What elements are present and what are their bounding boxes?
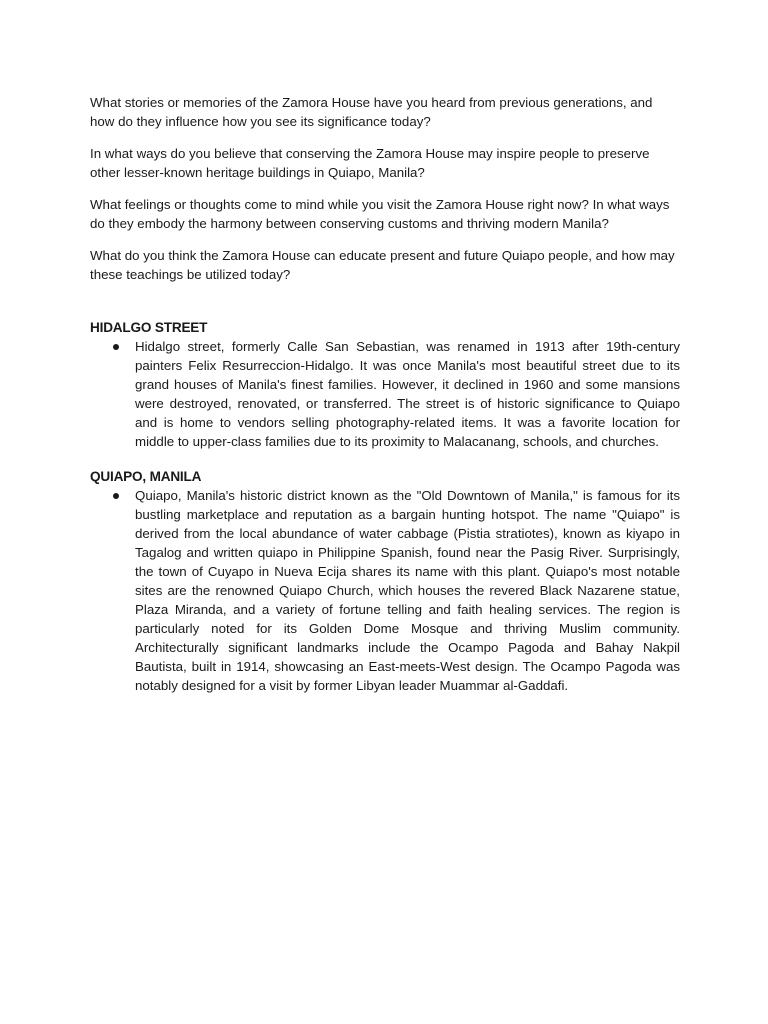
document-content [90, 93, 680, 695]
section-heading: HIDALGO STREET [90, 320, 208, 335]
bullet-list [90, 337, 680, 451]
section-heading: QUIAPO, MANILA [90, 469, 202, 484]
list-item [90, 337, 680, 451]
list-item [90, 486, 680, 695]
bullet-icon [113, 344, 119, 350]
question-paragraph: What do you think the Zamora House can educate present and future Quiapo people, and how may these teachings be utilized today? [90, 248, 675, 282]
bullet-text: Hidalgo street, formerly Calle San Sebastian, was renamed in 1913 after 19th-century painters Felix Resurreccion-Hidalgo. It was once Manila's most beautiful street due to its grand houses of Manila's finest families. However, it declined in 1960 and some mansions were destroyed, renovated, or transferred. The street is of historic significance to Quiapo and is home to vendors selling photography-related items. It was a favorite location for middle to upper-class families due to its proximity to Malacanang, schools, and churches. [135, 339, 680, 449]
question-paragraph: In what ways do you believe that conserving the Zamora House may inspire people to preserve other lesser-known heritage buildings in Quiapo, Manila? [90, 146, 650, 180]
bullet-text: Quiapo, Manila's historic district known as the "Old Downtown of Manila," is famous for its bustling marketplace and reputation as a bargain hunting hotspot. The name "Quiapo" is derived from the local abundance of water cabbage (Pistia stratiotes), known as kiyapo in Tagalog and written quiapo in Philippine Spanish, found near the Pasig River. Surprisingly, the town of Cuyapo in Nueva Ecija shares its name with this plant. Quiapo's most notable sites are the renowned Quiapo Church, which houses the revered Black Nazarene statue, Plaza Miranda, and a variety of fortune telling and faith healing services. The region is particularly noted for its Golden Dome Mosque and thriving Muslim community. Architecturally significant landmarks include the Ocampo Pagoda and Bahay Nakpil Bautista, built in 1914, showcasing an East-meets-West design. The Ocampo Pagoda was notably designed for a visit by former Libyan leader Muammar al-Gaddafi. [135, 488, 680, 693]
hidalgo-street-section [90, 318, 680, 451]
question-paragraph: What feelings or thoughts come to mind while you visit the Zamora House right now? In what ways do they embody the harmony between conserving customs and thriving modern Manila? [90, 197, 670, 231]
question-paragraph: What stories or memories of the Zamora House have you heard from previous generations, and how do they influence how you see its significance today? [90, 95, 653, 129]
bullet-list [90, 486, 680, 695]
quiapo-manila-section [90, 467, 680, 695]
bullet-icon [113, 493, 119, 499]
